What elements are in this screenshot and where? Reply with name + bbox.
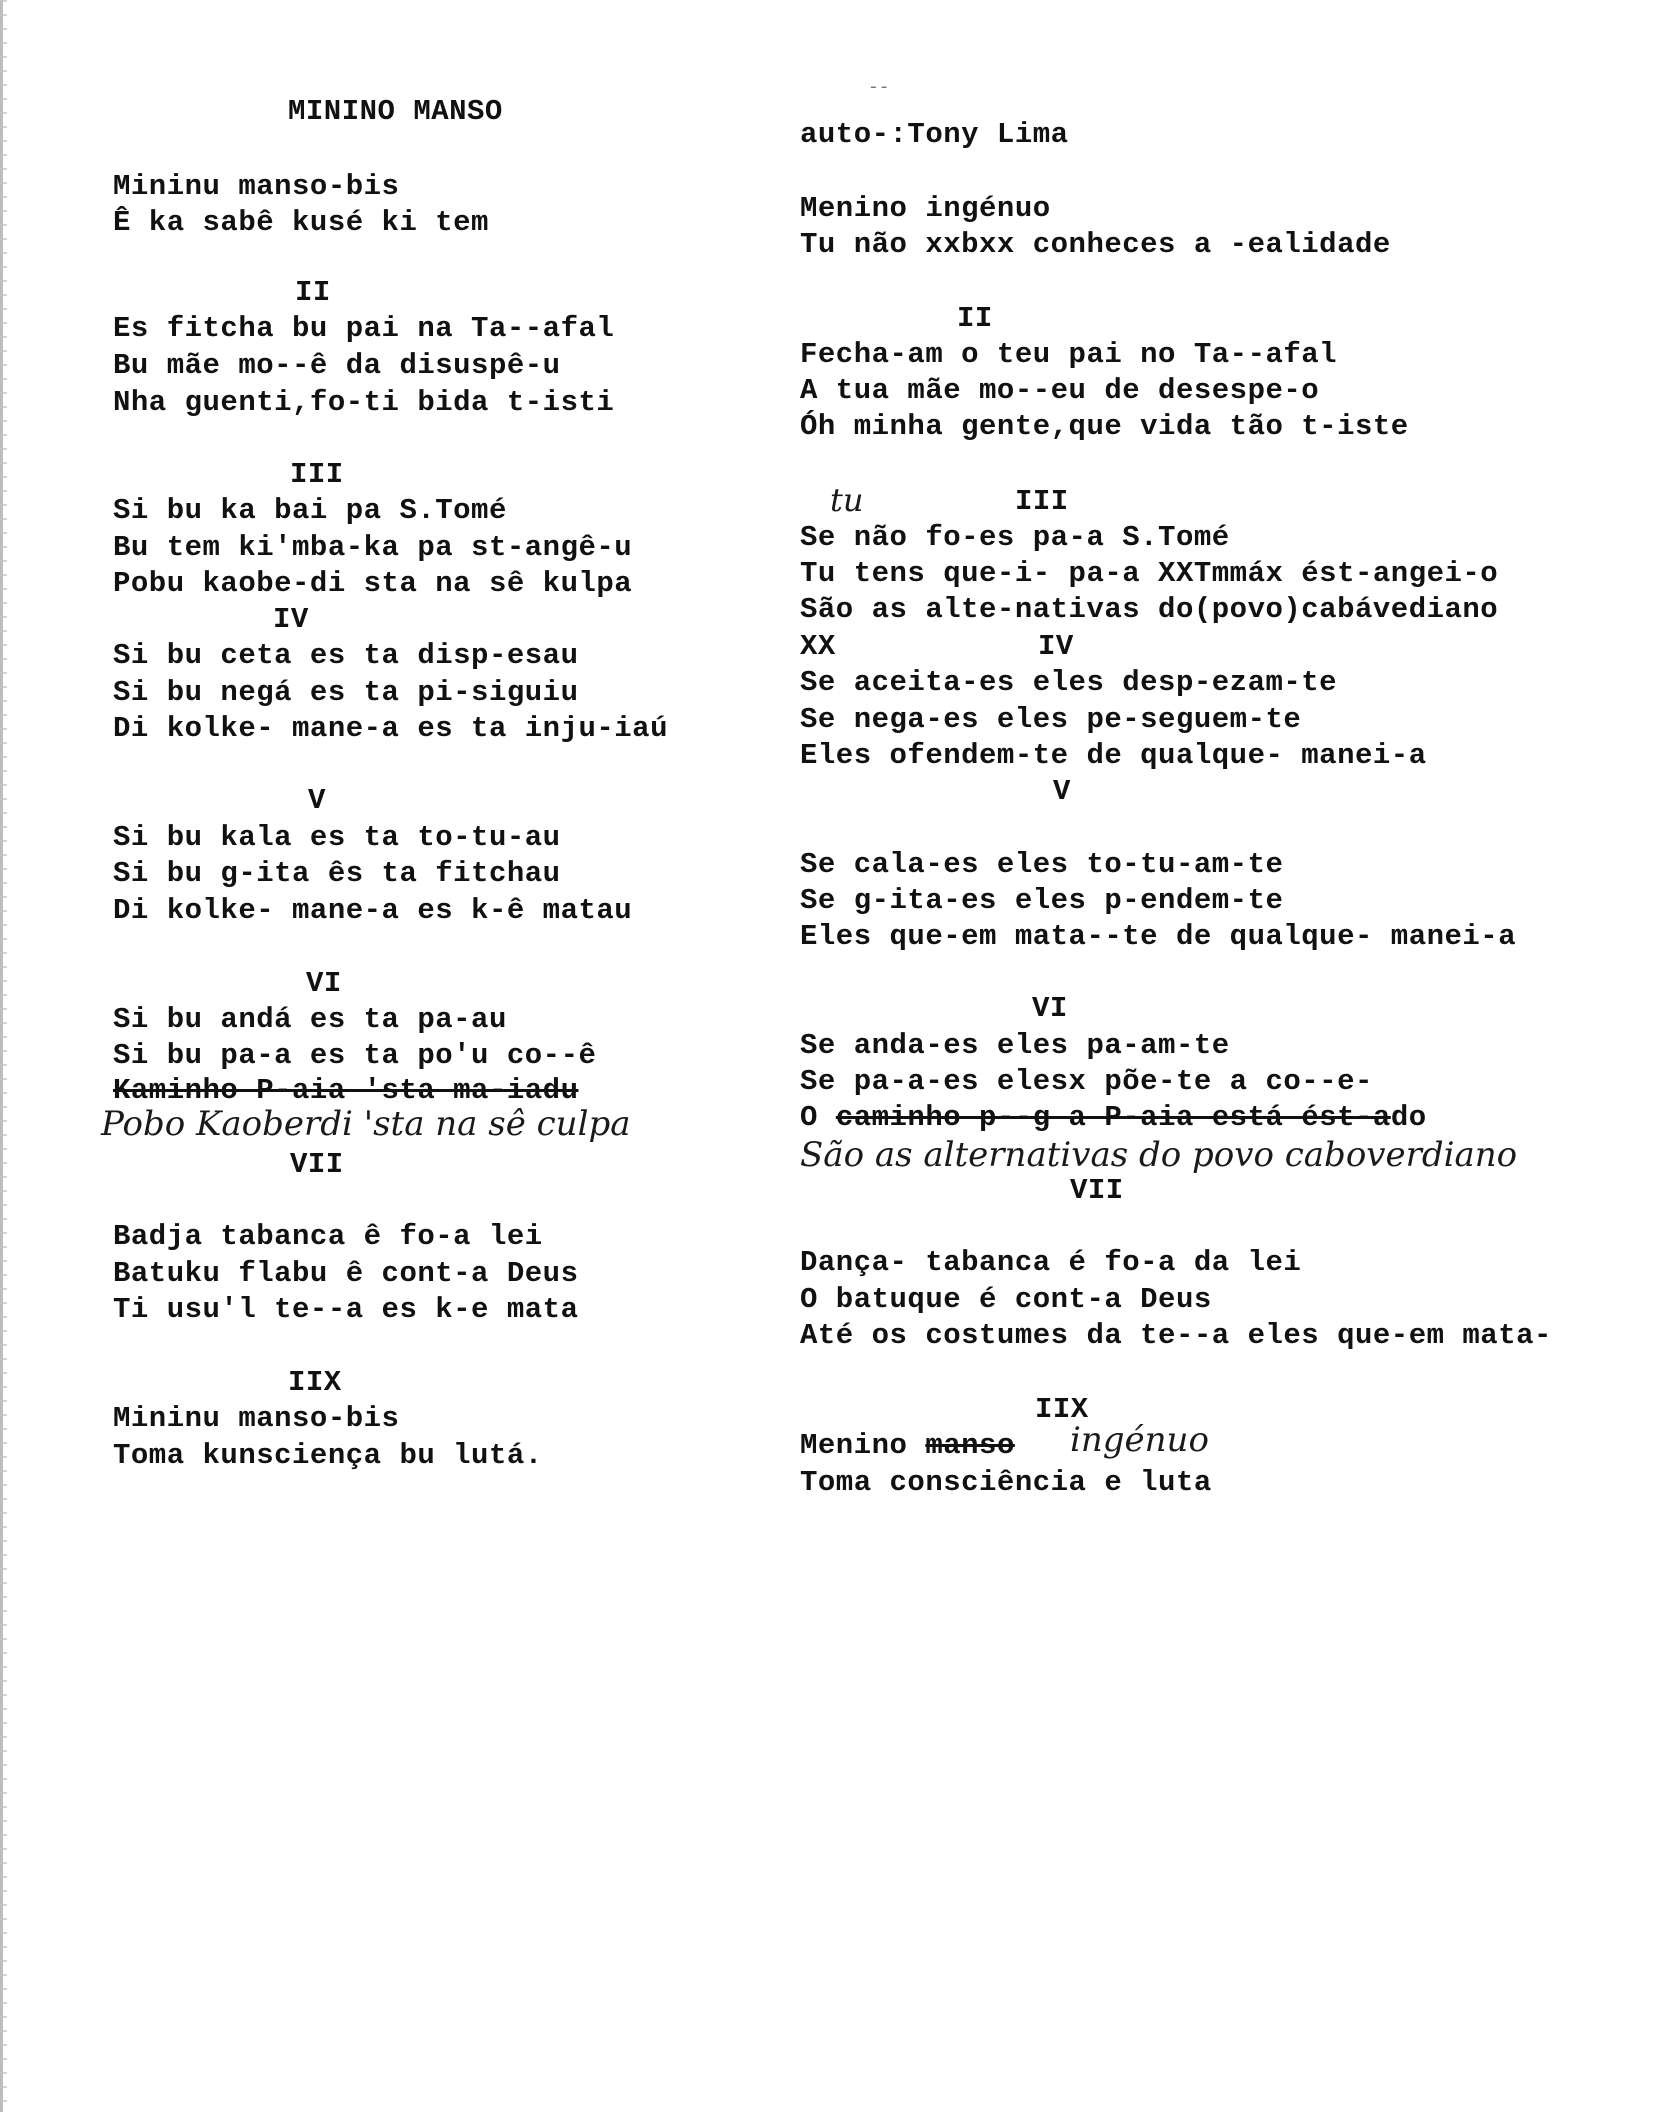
left-s7-line2: Batuku flabu ê cont-a Deus: [113, 1257, 579, 1290]
struck-suffix: do: [1390, 1101, 1427, 1134]
left-s2-line2: Bu mãe mo--ê da disuspê-u: [113, 349, 561, 382]
right-s4-line2: Se nega-es eles pe-seguem-te: [800, 703, 1302, 736]
left-s8-line1: Mininu manso-bis: [113, 1402, 400, 1435]
right-s3-line1: Se não fo-es pa-a S.Tomé: [800, 521, 1230, 554]
right-s7-line1: Dança- tabanca é fo-a da lei: [800, 1246, 1302, 1279]
left-s7-number: VII: [290, 1148, 344, 1181]
right-s2-line1: Fecha-am o teu pai no Ta--afal: [800, 338, 1338, 371]
left-s6-line1: Si bu andá es ta pa-au: [113, 1003, 507, 1036]
left-s7-line3: Ti usu'l te--a es k-e mata: [113, 1293, 579, 1326]
right-s5-line3: Eles que-em mata--te de qualque- manei-a: [800, 920, 1517, 953]
right-s4-mark: XX: [800, 630, 836, 663]
author-line: auto-:Tony Lima: [800, 118, 1069, 151]
left-s4-line2: Si bu negá es ta pi-siguiu: [113, 676, 579, 709]
right-s3-line3: São as alte-nativas do(povo)cabávediano: [800, 593, 1499, 626]
struck-text: caminho p--g a P-aia está ést-a: [835, 1101, 1391, 1134]
struck-prefix: O: [800, 1101, 836, 1134]
left-s8-number: IIX: [288, 1366, 342, 1399]
line-prefix: Menino: [800, 1429, 908, 1462]
left-s5-number: V: [308, 784, 326, 817]
left-s5-line1: Si bu kala es ta to-tu-au: [113, 821, 561, 854]
right-s8-number: IIX: [1035, 1393, 1089, 1426]
right-s4-line1: Se aceita-es eles desp-ezam-te: [800, 666, 1338, 699]
left-s1-line1: Mininu manso-bis: [113, 170, 400, 203]
left-s3-line1: Si bu ka bai pa S.Tomé: [113, 494, 507, 527]
speck: --: [868, 78, 890, 98]
right-s3-line2: Tu tens que-i- pa-a XXTmmáx ést-angei-o: [800, 557, 1499, 590]
right-s8-line2: Toma consciência e luta: [800, 1466, 1212, 1499]
left-s4-number: IV: [273, 603, 309, 636]
right-s2-number: II: [957, 302, 993, 335]
right-s1-line1: Menino ingénuo: [800, 192, 1051, 225]
right-s3-number: III: [1015, 485, 1069, 518]
left-s6-handwritten-line: Pobo Kaoberdi 'sta na sê culpa: [101, 1104, 631, 1144]
left-s4-line3: Di kolke- mane-a es ta inju-iaú: [113, 712, 668, 745]
left-s6-number: VI: [306, 967, 342, 1000]
left-s6-struck-line: Kaminho P-aia 'sta ma-iadu: [113, 1074, 579, 1107]
left-s7-line1: Badja tabanca ê fo-a lei: [113, 1220, 543, 1253]
right-s6-handwritten-line: São as alternativas do povo caboverdiano: [800, 1135, 1518, 1175]
right-s7-number: VII: [1070, 1174, 1124, 1207]
right-s4-line3: Eles ofendem-te de qualque- manei-a: [800, 739, 1427, 772]
left-s2-line1: Es fitcha bu pai na Ta--afal: [113, 312, 615, 345]
right-s6-number: VI: [1032, 992, 1068, 1025]
right-s4-number: IV: [1038, 630, 1074, 663]
right-s8-line1: [800, 1429, 1015, 1463]
right-s3-hand-note: tu: [830, 481, 864, 519]
left-s5-line3: Di kolke- mane-a es k-ê matau: [113, 894, 633, 927]
left-s5-line2: Si bu g-ita ês ta fitchau: [113, 857, 561, 890]
left-s4-line1: Si bu ceta es ta disp-esau: [113, 639, 579, 672]
right-s6-struck-line: [800, 1101, 1427, 1135]
right-s6-line2: Se pa-a-es elesx põe-te a co--e-: [800, 1065, 1373, 1098]
right-s2-line2: A tua mãe mo--eu de desespe-o: [800, 374, 1320, 407]
right-s2-line3: Óh minha gente,que vida tão t-iste: [800, 410, 1409, 443]
right-s5-line2: Se g-ita-es eles p-endem-te: [800, 884, 1284, 917]
right-s6-line1: Se anda-es eles pa-am-te: [800, 1029, 1230, 1062]
right-s1-line2: Tu não xxbxx conheces a -ealidade: [800, 228, 1391, 261]
left-s2-number: II: [295, 276, 331, 309]
left-s3-line3: Pobu kaobe-di sta na sê kulpa: [113, 567, 633, 600]
right-s7-line2: O batuque é cont-a Deus: [800, 1283, 1212, 1316]
poem-title: MININO MANSO: [288, 95, 503, 128]
left-s3-line2: Bu tem ki'mba-ka pa st-angê-u: [113, 531, 633, 564]
left-s3-number: III: [290, 458, 344, 491]
right-s5-line1: Se cala-es eles to-tu-am-te: [800, 848, 1284, 881]
right-s7-line3: Até os costumes da te--a eles que-em mata-: [800, 1319, 1552, 1352]
struck-word: manso: [925, 1429, 1015, 1462]
page-edge-marks: [3, 0, 7, 2112]
left-s2-line3: Nha guenti,fo-ti bida t-isti: [113, 386, 615, 419]
left-s8-line2: Toma kunsciença bu lutá.: [113, 1439, 543, 1472]
right-s8-handwritten-word: ingénuo: [1070, 1420, 1209, 1460]
left-s1-line2: Ê ka sabê kusé ki tem: [113, 206, 489, 239]
left-s6-line2: Si bu pa-a es ta po'u co--ê: [113, 1039, 597, 1072]
right-s5-number: V: [1053, 775, 1071, 808]
